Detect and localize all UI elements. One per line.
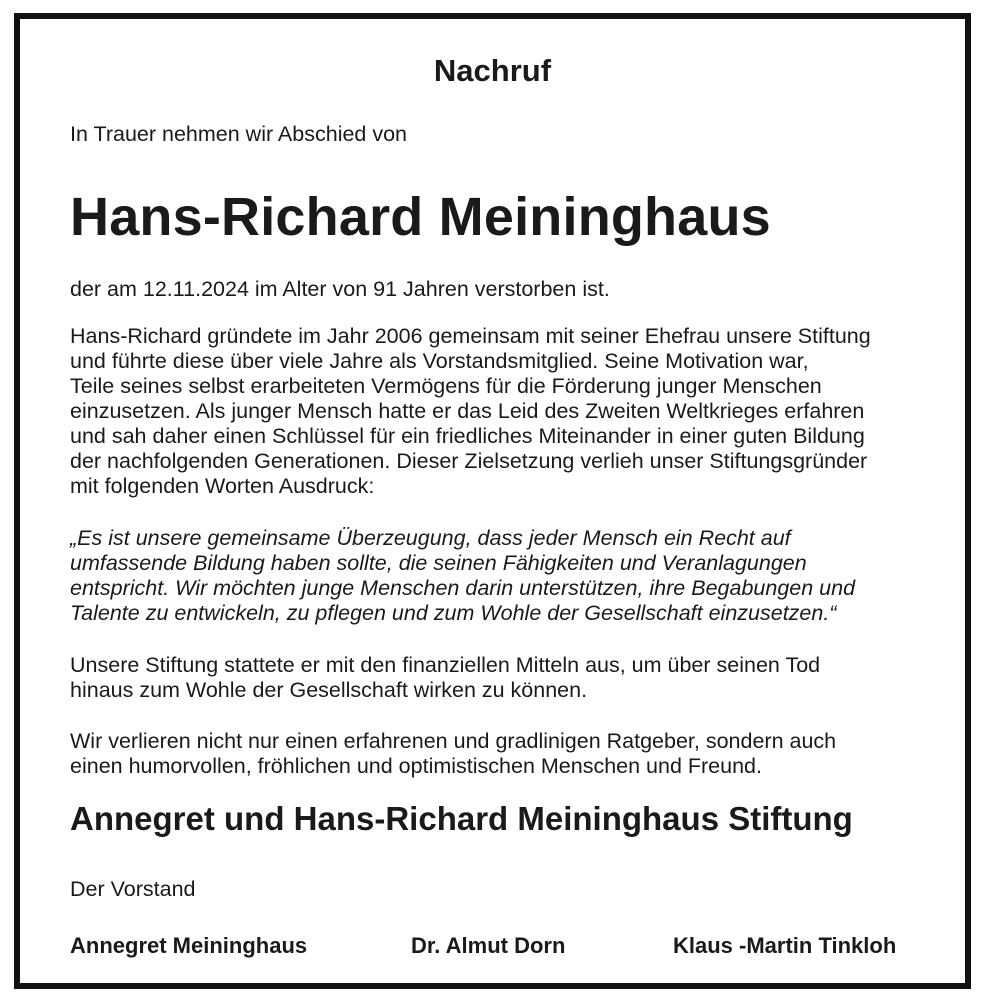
paragraph-line: der nachfolgenden Generationen. Dieser Zielsetzung verlieh unser Stiftungsgründer <box>70 449 868 473</box>
quote-line: entspricht. Wir möchten junge Menschen darin unterstützen, ihre Begabungen und <box>70 576 856 600</box>
paragraph-line: einzusetzen. Als junger Mensch hatte er das Leid des Zweiten Weltkrieges erfahren <box>70 399 865 423</box>
quote-line: „Es ist unsere gemeinsame Überzeugung, dass jeder Mensch ein Recht auf <box>70 526 791 550</box>
paragraph-line: Hans-Richard gründete im Jahr 2006 gemeinsam mit seiner Ehefrau unsere Stiftung <box>70 324 871 348</box>
signatory-name: Annegret Meininghaus <box>70 933 308 958</box>
paragraph-line: hinaus zum Wohle der Gesellschaft wirken zu können. <box>70 678 588 702</box>
obituary-frame <box>14 13 971 989</box>
paragraph-line: Unsere Stiftung stattete er mit den finanziellen Mitteln aus, um über seinen Tod <box>70 653 821 677</box>
intro-text: In Trauer nehmen wir Abschied von <box>70 122 408 146</box>
biography-paragraph <box>70 324 871 499</box>
paragraph-line: einen humorvollen, fröhlichen und optimistischen Menschen und Freund. <box>70 754 762 778</box>
paragraph-line: Teile seines selbst erarbeiteten Vermögens für die Förderung junger Menschen <box>70 374 822 398</box>
deceased-name: Hans-Richard Meininghaus <box>70 187 771 247</box>
paragraph-line: und sah daher einen Schlüssel für ein friedliches Miteinander in einer guten Bildung <box>70 424 865 448</box>
signatory-name: Klaus -Martin Tinkloh <box>673 933 897 958</box>
funding-paragraph <box>70 653 820 703</box>
notice-heading: Nachruf <box>433 53 552 88</box>
paragraph-line: Wir verlieren nicht nur einen erfahrenen und gradlinigen Ratgeber, sondern auch <box>70 729 837 753</box>
quote-line: Talente zu entwickeln, zu pflegen und zum Wohle der Gesellschaft einzusetzen.“ <box>70 601 837 625</box>
foundation-name: Annegret und Hans-Richard Meininghaus Stiftung <box>70 800 853 837</box>
paragraph-line: und führte diese über viele Jahre als Vorstandsmitglied. Seine Motivation war, <box>70 349 809 373</box>
founder-quote <box>70 526 855 626</box>
tribute-paragraph <box>70 729 836 779</box>
death-date-line: der am 12.11.2024 im Alter von 91 Jahren verstorben ist. <box>70 277 610 301</box>
signatory-name: Dr. Almut Dorn <box>411 933 566 958</box>
board-label: Der Vorstand <box>70 877 196 901</box>
quote-line: umfassende Bildung haben sollte, die seinen Fähigkeiten und Veranlagungen <box>70 551 807 575</box>
paragraph-line: mit folgenden Worten Ausdruck: <box>70 474 375 498</box>
